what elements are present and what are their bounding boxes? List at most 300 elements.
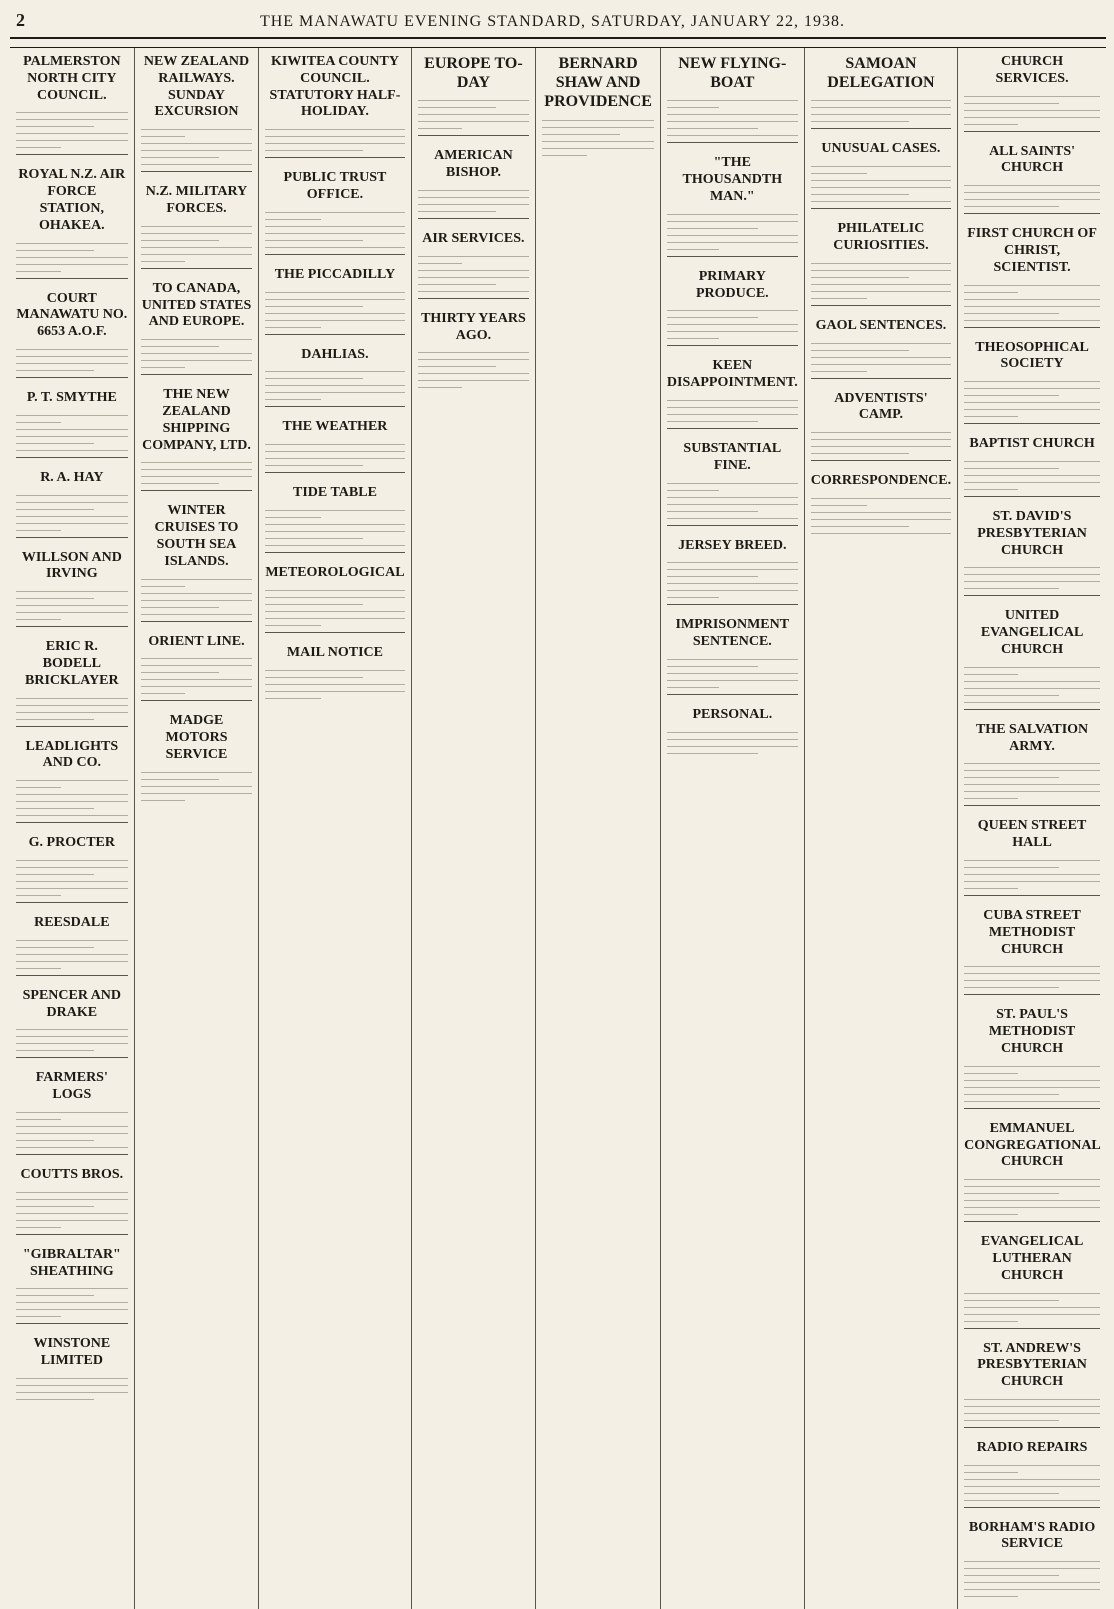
text-line <box>265 378 362 379</box>
text-line <box>141 586 186 587</box>
section-heading: WILLSON AND IRVING <box>21 549 122 582</box>
text-line <box>964 299 1100 300</box>
text-line <box>964 1193 1059 1194</box>
text-line <box>964 1073 1018 1074</box>
text-placeholder <box>964 763 1100 799</box>
text-line <box>141 353 253 354</box>
column-item <box>964 1007 1100 1108</box>
text-line <box>811 371 867 372</box>
text-line <box>418 277 530 278</box>
text-line <box>141 679 253 680</box>
section-heading: AIR SERVICES. <box>422 230 525 246</box>
text-line <box>964 1582 1100 1583</box>
column-item <box>16 639 128 726</box>
text-line <box>16 1227 61 1228</box>
text-line <box>964 416 1018 417</box>
text-placeholder <box>667 100 798 136</box>
text-line <box>265 226 404 227</box>
section-heading: P. T. SMYTHE <box>26 389 117 405</box>
text-placeholder <box>964 1399 1100 1421</box>
column-item <box>811 221 951 306</box>
text-line <box>811 350 909 351</box>
text-placeholder <box>141 579 253 615</box>
section-heading: ORIENT LINE. <box>148 633 245 649</box>
text-line <box>16 612 128 613</box>
divider <box>16 822 128 823</box>
text-placeholder <box>418 100 530 129</box>
text-line <box>16 415 128 416</box>
text-line <box>16 370 94 371</box>
text-line <box>16 250 94 251</box>
text-line <box>265 451 404 452</box>
text-line <box>964 681 1100 682</box>
text-line <box>16 1295 94 1296</box>
text-line <box>141 779 219 780</box>
column-item <box>667 707 798 754</box>
divider <box>16 975 128 976</box>
column-item <box>418 311 530 389</box>
text-placeholder <box>811 432 951 454</box>
text-placeholder <box>16 940 128 969</box>
section-heading: IMPRISONMENT SENTENCE. <box>675 617 790 650</box>
text-line <box>667 497 798 498</box>
text-line <box>811 173 867 174</box>
divider <box>964 1328 1100 1329</box>
text-line <box>141 462 253 463</box>
text-line <box>16 1119 61 1120</box>
section-heading: BERNARD SHAW AND PROVIDENCE <box>544 55 652 111</box>
section-heading: DAHLIAS. <box>301 346 369 362</box>
section-heading: PRIMARY PRODUCE. <box>695 268 769 301</box>
text-line <box>964 206 1059 207</box>
text-line <box>811 187 951 188</box>
text-placeholder <box>265 292 404 328</box>
text-line <box>265 684 404 685</box>
text-line <box>16 794 128 795</box>
divider <box>418 218 530 219</box>
text-line <box>964 1575 1059 1576</box>
text-placeholder <box>964 1465 1100 1501</box>
text-line <box>964 674 1018 675</box>
text-line <box>16 881 128 882</box>
divider <box>811 128 951 129</box>
text-placeholder <box>16 780 128 816</box>
text-line <box>667 732 798 733</box>
text-line <box>16 1385 128 1386</box>
text-line <box>964 791 1100 792</box>
divider <box>811 460 951 461</box>
divider <box>964 805 1100 806</box>
text-line <box>964 388 1100 389</box>
page-number: 2 <box>16 10 25 30</box>
text-line <box>16 530 61 531</box>
text-line <box>265 136 404 137</box>
text-line <box>964 461 1100 462</box>
text-line <box>265 129 404 130</box>
text-line <box>265 458 404 459</box>
text-placeholder <box>964 1179 1100 1215</box>
text-line <box>141 360 253 361</box>
text-placeholder <box>16 698 128 720</box>
column-item <box>16 550 128 628</box>
text-line <box>265 320 404 321</box>
column-item <box>964 54 1100 132</box>
section-heading: ALL SAINTS' CHURCH <box>989 143 1076 176</box>
text-line <box>667 221 798 222</box>
text-line <box>964 777 1059 778</box>
text-line <box>667 680 798 681</box>
section-heading: PERSONAL. <box>692 706 773 722</box>
text-placeholder <box>811 498 951 534</box>
text-line <box>964 1186 1100 1187</box>
text-placeholder <box>16 243 128 272</box>
divider <box>16 1154 128 1155</box>
text-line <box>418 387 463 388</box>
text-line <box>16 808 94 809</box>
section-heading: SPENCER AND DRAKE <box>22 987 122 1020</box>
section-heading: THE PICCADILLY <box>274 266 396 282</box>
column-item <box>141 54 253 172</box>
text-line <box>667 739 798 740</box>
text-line <box>141 672 219 673</box>
column-item <box>16 291 128 378</box>
text-line <box>16 523 128 524</box>
divider <box>964 423 1100 424</box>
text-line <box>542 127 654 128</box>
text-line <box>141 261 186 262</box>
section-heading: PALMERSTON NORTH CITY COUNCIL. <box>23 54 121 103</box>
text-line <box>667 666 759 667</box>
column-item <box>964 608 1100 709</box>
text-line <box>265 604 362 605</box>
text-line <box>141 136 186 137</box>
column-item <box>964 436 1100 497</box>
divider <box>964 1108 1100 1109</box>
text-line <box>16 1043 128 1044</box>
text-line <box>964 973 1100 974</box>
text-placeholder <box>141 129 253 165</box>
text-line <box>265 670 404 671</box>
newspaper-columns <box>10 47 1106 1552</box>
divider <box>265 334 404 335</box>
text-line <box>16 1206 94 1207</box>
section-heading: PHILATELIC CURIOSITIES. <box>833 221 929 253</box>
column-item <box>16 470 128 538</box>
text-line <box>265 313 404 314</box>
column-item <box>964 908 1100 995</box>
text-line <box>542 148 654 149</box>
text-line <box>418 284 496 285</box>
text-line <box>141 129 253 130</box>
section-heading: GAOL SENTENCES. <box>815 317 947 333</box>
text-line <box>16 1147 128 1148</box>
text-line <box>811 100 951 101</box>
text-line <box>141 469 253 470</box>
text-line <box>811 166 951 167</box>
text-placeholder <box>141 462 253 484</box>
text-line <box>418 211 496 212</box>
text-line <box>265 240 362 241</box>
text-line <box>811 277 909 278</box>
text-line <box>265 219 321 220</box>
text-line <box>667 583 798 584</box>
text-line <box>418 373 530 374</box>
text-line <box>16 1213 128 1214</box>
text-line <box>141 786 253 787</box>
divider <box>265 406 404 407</box>
text-line <box>667 135 798 136</box>
divider <box>964 213 1100 214</box>
divider <box>667 604 798 605</box>
text-line <box>141 233 253 234</box>
text-line <box>811 512 951 513</box>
text-line <box>964 1094 1059 1095</box>
text-line <box>265 306 362 307</box>
text-line <box>418 291 530 292</box>
text-line <box>811 270 951 271</box>
divider <box>964 709 1100 710</box>
text-line <box>811 114 951 115</box>
column-item <box>811 318 951 379</box>
section-heading: SAMOAN DELEGATION <box>827 55 935 92</box>
section-heading: "THE THOUSANDTH MAN." <box>682 155 783 204</box>
text-line <box>16 1112 128 1113</box>
text-line <box>667 235 798 236</box>
text-line <box>16 815 128 816</box>
text-line <box>16 591 128 592</box>
section-heading: FIRST CHURCH OF CHRIST, SCIENTIST. <box>967 226 1097 275</box>
section-heading: METEOROLOGICAL <box>265 564 405 580</box>
text-line <box>141 150 253 151</box>
divider <box>16 726 128 727</box>
text-placeholder <box>141 339 253 368</box>
text-line <box>964 1589 1100 1590</box>
column-3 <box>259 48 411 1609</box>
text-line <box>16 509 94 510</box>
text-placeholder <box>964 860 1100 889</box>
text-line <box>265 618 404 619</box>
text-line <box>141 157 219 158</box>
text-line <box>16 126 94 127</box>
text-line <box>141 593 253 594</box>
text-line <box>964 192 1100 193</box>
text-line <box>811 439 951 440</box>
text-line <box>964 1465 1100 1466</box>
text-line <box>964 667 1100 668</box>
text-line <box>16 895 61 896</box>
text-line <box>964 1300 1059 1301</box>
column-item <box>964 509 1100 596</box>
text-line <box>265 212 404 213</box>
text-line <box>16 422 61 423</box>
text-line <box>265 677 362 678</box>
text-line <box>265 517 321 518</box>
text-placeholder <box>16 1112 128 1148</box>
text-line <box>811 284 951 285</box>
column-item <box>141 503 253 621</box>
text-line <box>964 695 1059 696</box>
text-line <box>964 1101 1100 1102</box>
text-line <box>16 119 128 120</box>
section-heading: UNITED EVANGELICAL CHURCH <box>980 608 1084 657</box>
divider <box>667 525 798 526</box>
section-heading: MAIL NOTICE <box>286 644 383 660</box>
text-line <box>418 128 463 129</box>
masthead-title: THE MANAWATU EVENING STANDARD, SATURDAY, JANUARY 22, 1938. <box>259 13 846 30</box>
text-line <box>141 693 186 694</box>
text-line <box>16 874 94 875</box>
text-line <box>16 1050 94 1051</box>
text-line <box>964 1179 1100 1180</box>
column-item <box>811 473 951 534</box>
divider <box>964 1507 1100 1508</box>
text-line <box>667 100 798 101</box>
text-line <box>964 489 1018 490</box>
text-line <box>418 366 496 367</box>
divider <box>141 268 253 269</box>
text-line <box>667 242 798 243</box>
text-line <box>964 1066 1100 1067</box>
divider <box>964 1221 1100 1222</box>
text-line <box>964 320 1100 321</box>
text-placeholder <box>418 352 530 388</box>
text-line <box>418 359 530 360</box>
column-item <box>16 54 128 155</box>
text-line <box>542 155 587 156</box>
text-line <box>265 444 404 445</box>
text-placeholder <box>141 658 253 694</box>
column-item <box>16 739 128 824</box>
text-line <box>141 614 253 615</box>
text-placeholder <box>265 129 404 151</box>
text-placeholder <box>964 381 1100 417</box>
text-line <box>542 120 654 121</box>
text-line <box>667 569 798 570</box>
text-line <box>16 1036 128 1037</box>
text-line <box>418 352 530 353</box>
text-line <box>811 291 951 292</box>
text-placeholder <box>964 1561 1100 1597</box>
section-heading: COUTTS BROS. <box>20 1166 124 1182</box>
divider <box>265 552 404 553</box>
text-line <box>418 256 530 257</box>
text-line <box>16 860 128 861</box>
section-heading: JERSEY BREED. <box>678 537 787 553</box>
text-line <box>16 133 128 134</box>
column-item <box>16 915 128 976</box>
text-placeholder <box>964 966 1100 988</box>
text-line <box>16 605 128 606</box>
text-line <box>667 483 798 484</box>
text-line <box>964 110 1100 111</box>
column-item <box>418 148 530 219</box>
text-line <box>16 961 128 962</box>
text-line <box>16 954 128 955</box>
section-heading: ST. ANDREW'S PRESBYTERIAN CHURCH <box>977 1340 1087 1390</box>
text-line <box>964 588 1059 589</box>
section-heading: THIRTY YEARS AGO. <box>421 310 526 343</box>
divider <box>667 694 798 695</box>
text-line <box>964 313 1059 314</box>
text-line <box>964 1214 1018 1215</box>
divider <box>667 428 798 429</box>
section-heading: CORRESPONDENCE. <box>810 473 952 489</box>
text-line <box>418 270 530 271</box>
text-line <box>265 143 404 144</box>
text-line <box>964 1493 1059 1494</box>
section-heading: EUROPE TO-DAY <box>424 55 523 92</box>
text-line <box>964 475 1100 476</box>
text-placeholder <box>16 1192 128 1228</box>
text-line <box>667 511 759 512</box>
column-item <box>16 988 128 1059</box>
divider <box>16 154 128 155</box>
column-item <box>667 54 798 143</box>
text-line <box>16 719 94 720</box>
text-line <box>265 327 321 328</box>
text-line <box>667 317 759 318</box>
text-line <box>265 611 404 612</box>
text-placeholder <box>667 562 798 598</box>
text-placeholder <box>964 667 1100 703</box>
text-line <box>964 117 1100 118</box>
section-heading: THEOSOPHICAL SOCIETY <box>975 339 1089 372</box>
text-placeholder <box>16 112 128 148</box>
masthead <box>10 10 1106 39</box>
text-placeholder <box>16 591 128 620</box>
divider <box>16 902 128 903</box>
text-line <box>141 143 253 144</box>
text-line <box>16 243 128 244</box>
text-placeholder <box>265 212 404 248</box>
text-line <box>964 770 1100 771</box>
divider <box>811 305 951 306</box>
divider <box>667 256 798 257</box>
text-line <box>964 980 1100 981</box>
text-placeholder <box>16 415 128 451</box>
column-item <box>265 54 404 158</box>
text-line <box>964 860 1100 861</box>
text-line <box>964 881 1100 882</box>
text-line <box>667 310 798 311</box>
text-line <box>141 226 253 227</box>
section-heading: LEADLIGHTS AND CO. <box>25 738 119 771</box>
column-8 <box>958 48 1106 1609</box>
text-placeholder <box>811 263 951 299</box>
text-line <box>265 292 404 293</box>
text-line <box>16 502 128 503</box>
text-line <box>667 590 798 591</box>
text-line <box>16 1378 128 1379</box>
text-line <box>964 574 1100 575</box>
text-line <box>542 141 654 142</box>
text-line <box>16 947 94 948</box>
text-line <box>16 349 128 350</box>
text-line <box>418 121 530 122</box>
text-line <box>964 468 1059 469</box>
text-line <box>16 257 128 258</box>
text-placeholder <box>16 1288 128 1317</box>
text-line <box>667 128 759 129</box>
text-line <box>667 407 798 408</box>
column-1 <box>10 48 135 1609</box>
text-line <box>811 107 951 108</box>
column-4 <box>412 48 537 1609</box>
text-line <box>16 705 128 706</box>
text-line <box>16 1126 128 1127</box>
text-placeholder <box>265 590 404 626</box>
section-heading: WINTER CRUISES TO SOUTH SEA ISLANDS. <box>154 503 239 569</box>
